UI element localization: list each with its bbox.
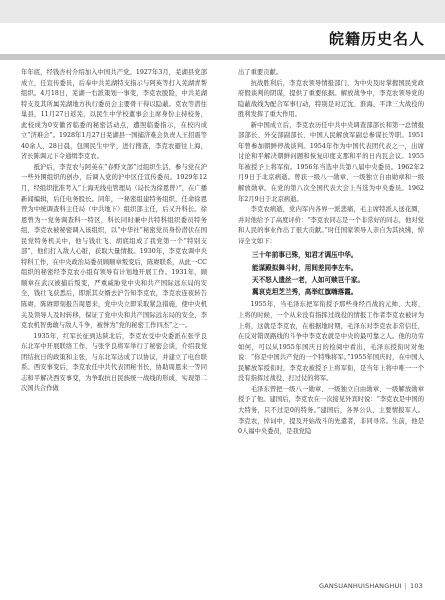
header-divider: [0, 54, 445, 60]
body-paragraph: 抗战胜利后，李克农领导情报部门，为中央及时掌握国民党政府假谈判的阴谋，提供了重要依据。解放战争中，李克农领导党的隐蔽战线为配合军事行动，特别是对辽沈、淮海、平津三大战役的胜利发挥了重大作用。: [238, 79, 424, 119]
right-text-column: [238, 68, 424, 576]
poem-line: 冀哀克坦芝兰秀，高举红旗嗨落霞。: [252, 288, 358, 297]
page-footer: [319, 582, 423, 590]
body-paragraph: 出了重要贡献。: [238, 69, 283, 76]
body-paragraph: 1935年，红军长征到达陕北后，李克农受中央委派在张学良东北军中开展联络工作，与张学良将军举行了秘密会谈，介绍我党团结抗日的政策和主张，与东北军达成了以协议，并建立了电台联系。西安事变后，李克农任中共代表团秘书长，协助周恩来一等同志和平解决西安事变，为争取抗日民族统一战线的形成，实现第二次国共合作做: [21, 332, 207, 393]
body-paragraph: 李克农病逝，党内军内各界一派悲痛，毛主席特派人送花圈，并对他给予了高度评价：“李克农同志是一个非常好的同志，他对党和人民的事业作出了很大贡献。”时任国家领导人亲自为其执绋，悼诗全文如下：: [238, 206, 424, 245]
poem-line: 能谋殿拟舞斗时，用间差同李左车。: [252, 263, 358, 272]
top-header-bar: [0, 0, 445, 23]
body-paragraph: 毛泽东曾把一级八一勋章、一级独立自由勋章、一级解放勋章授予了他。建国后，李克农在一次接见外宾时说：“李克农是中国的大特务，只不过是0的特务。”建国后，各界公认，主要情报军人。李克农，悼词中，提及开始战斗的先遣者，非同寻常。生前，他是0人福中央委员，是我党隐: [238, 385, 424, 436]
footer-separator: |: [404, 582, 407, 590]
poem-line: 天不怒人遗丝一老，人如可赎岂千家。: [252, 275, 365, 284]
memorial-poem: [238, 249, 424, 298]
body-paragraph: 抵沪后，李克农与阿英在“春野文部”过组织生活，参与党在沪一些外围组织的创办，后调入党的沪中区任宣传委员。1929年12月，经组织批准考入“上海无线电管理局（局长为徐恩曾）”，在广播新闻编辑，后任电务股长。同年，一秘密组建特务组织，任命徐恩曾为中统调查科主任局（中共地下）组织部主任，后又升科长。徐恩曾为一党务调查科一特区，科长同时兼中共特科组织委员特务组，李克农被秘密调入该组织，以“中华社”秘密党员身份潜伏在国民党特务机关中，他与钱壮飞、胡底组成了我党第一个“特别支部”，他们打入敌人心脏，获取大量情报。1930年，李克农调中央特科工作，在中央政治局委员顾顺章叛变后，陈赓联系，从此一CC组织的秘密经李克农小组有领导有计划地开展工作。1931年，顾顺章在武汉被捕后叛变，严重威胁党中央和共产国际远东局的安全，钱壮飞获悉后，即派其女婿去沪告知李克农，李克农连夜转告陈赓，陈赓即刻报告周恩来，党中央立即采取紧急措施，使中央机关及领导人及时转移，保证了党中央和共产国际远东局的安全，李克农机智勇敢与敌人斗争，被誉为“党的秘密工作四杰”之一。: [21, 163, 207, 330]
poem-line: 三十年前事已殊，知君才调压中华。: [252, 251, 358, 260]
body-paragraph: 年年底，经钱杏村介绍加入中国共产党。1927年3月，芜湖县党部成立，任宣传委员，后奉中共芜湖特支指示与阿英等打入芜湖青帮组织。4月18日，芜湖一右派策划一事变，李克农脱险，中共芜湖特支及其所属芜湖地方执行委员会主要骨干得以隐蔽。克农等潜往巢县，11月27日返芜，以民生中学校董事会主席身份主持校务，此校成为0安徽省临委的秘密活动点，遭照临委指示，在校内成立“济难会”。1928年1月27日芜湖县一国捕济难会负责人王招震等40余人，28日晨，包围民生中学，进行搜查，李克农避往上海，省长陈调元下令通缉李克农。: [21, 69, 207, 161]
body-paragraph: 新中国成立后，李克农历任中共中央调查部部长和第一总情报部部长、外交部副部长、中国人民解放军副总参谋长等职。1951年曾参加朝鲜停战谈判。1954年作为中国代表团代表之一，出席讨论和平解决朝鲜问题和恢复印度支那和平的日内瓦会议。1955年被授予上将军衔。1956年当选中共第八届中央委员。1962年2月9日于北京病逝。曾获一级八一勋章、一级独立自由勋章和一级解放勋章。在党的第八次全国代表大会上当选为中央委员。1962年2月9日于北京病逝。: [238, 121, 424, 203]
left-text-column: [21, 68, 207, 576]
magazine-name: GANSUANHUISHANGHUI: [318, 582, 402, 590]
page-number: 103: [409, 582, 423, 590]
body-paragraph: 1955年，当毛泽东把军衔授予那些身经百战的元帅、大将、上将的时候，一个从来没有指挥过战役的情报工作者李克农被评为上将，这就是李克农，在根据地时期，毛泽东对李克农非常信任，在反对错误路线的斗争中李克农就是中央的最可靠之人。他的功劳如何，可以从1955年国庆日的检阅中看出，毛泽东授衔时对他说：“你是中国共产党的一个特殊将军。”1955年国庆时，在中国人民解放军授衔时，李克农被授予上将军衔，是当年上将中唯一一个没有指挥过战役、打过仗的将军。: [238, 301, 424, 383]
section-title: 皖籍历史名人: [328, 30, 425, 48]
